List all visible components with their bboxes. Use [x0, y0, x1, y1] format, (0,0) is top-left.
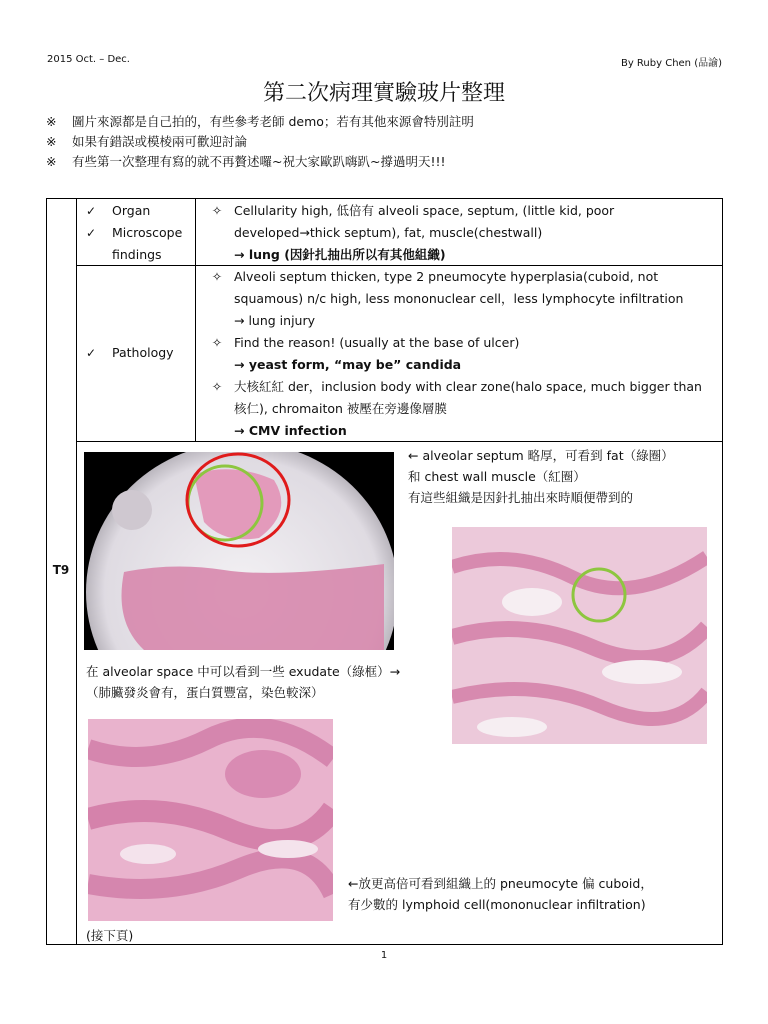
organ-label: Organ — [112, 203, 151, 218]
pathology-conclusion: → yeast form, “may be” candida — [234, 357, 462, 372]
caption-septum — [408, 445, 674, 508]
caption-pneumocyte — [348, 873, 653, 915]
pathology-line: 大核紅紅 der，inclusion body with clear zone(halo space, much bigger than — [234, 379, 702, 394]
table-divider — [76, 198, 77, 945]
pathology-line: Alveoli septum thicken, type 2 pneumocyte hyperplasia(cuboid, not — [234, 269, 659, 284]
micrograph-exudate — [452, 527, 707, 744]
caption-line: （肺臟發炎會有，蛋白質豐富，染色較深） — [86, 685, 324, 700]
header-date: 2015 Oct. – Dec. — [47, 54, 130, 65]
caption-line: 在 alveolar space 中可以看到一些 exudate（綠框）→ — [86, 664, 401, 679]
findings-line: Cellularity high, 低倍有 alveoli space, septum, (little kid, poor — [234, 203, 615, 218]
caption-line: 有少數的 lymphoid cell(mononuclear infiltration) — [348, 897, 646, 912]
findings-line: developed→thick septum), fat, muscle(chestwall) — [234, 225, 543, 240]
caption-line: ← alveolar septum 略厚，可看到 fat（綠圈） — [408, 448, 674, 463]
check-icon: ✓ — [86, 346, 97, 360]
caption-exudate — [86, 661, 400, 703]
note-mark: ※ — [46, 114, 57, 129]
diamond-icon: ✧ — [211, 203, 223, 218]
diamond-icon: ✧ — [211, 379, 223, 394]
pathology-line: → lung injury — [234, 313, 315, 328]
organ-findings-label — [86, 200, 182, 266]
check-icon: ✓ — [86, 226, 97, 240]
note-item — [46, 112, 474, 132]
note-mark: ※ — [46, 154, 57, 169]
notes-list — [46, 112, 474, 172]
header-author: By Ruby Chen (品諭) — [620, 58, 722, 69]
note-item — [46, 152, 474, 172]
micrograph-high-power — [88, 719, 333, 921]
note-mark: ※ — [46, 134, 57, 149]
pathology-label — [86, 342, 174, 364]
note-text: 圖片來源都是自己拍的，有些參考老師 demo；若有其他來源會特別註明 — [72, 114, 474, 129]
findings-conclusion: → lung (因針扎抽出所以有其他組織) — [234, 247, 446, 262]
note-text: 有些第一次整理有寫的就不再贅述囉~祝大家歐趴嗨趴~撐過明天!!! — [72, 154, 446, 169]
page-title: 第二次病理實驗玻片整理 — [262, 81, 505, 106]
pathology-line: squamous) n/c high, less mononuclear cell，less lymphocyte infiltration — [234, 291, 684, 306]
pathology-line: Find the reason! (usually at the base of ulcer) — [234, 335, 520, 350]
microscope-label: Microscope — [112, 225, 183, 240]
slide-id: T9 — [52, 563, 70, 577]
findings-description — [200, 200, 720, 266]
pathology-conclusion: → CMV infection — [234, 423, 347, 438]
caption-line: ←放更高倍可看到組織上的 pneumocyte 偏 cuboid， — [348, 876, 653, 891]
pathology-label-text: Pathology — [112, 345, 174, 360]
pathology-line: 核仁), chromaiton 被壓在旁邊像層膜 — [234, 401, 447, 416]
continued-note: (接下頁) — [86, 928, 134, 943]
findings-label: findings — [112, 247, 162, 262]
note-item — [46, 132, 474, 152]
check-icon: ✓ — [86, 204, 97, 218]
note-text: 如果有錯誤或模棱兩可歡迎討論 — [72, 134, 248, 149]
micrograph-low-power — [84, 452, 394, 650]
diamond-icon: ✧ — [211, 335, 223, 350]
diamond-icon: ✧ — [211, 269, 223, 284]
caption-line: 有這些組織是因針扎抽出來時順便帶到的 — [408, 490, 634, 505]
table-divider — [195, 198, 196, 441]
page-number: 1 — [380, 950, 388, 961]
pathology-description — [200, 266, 720, 442]
caption-line: 和 chest wall muscle（紅圈） — [408, 469, 586, 484]
